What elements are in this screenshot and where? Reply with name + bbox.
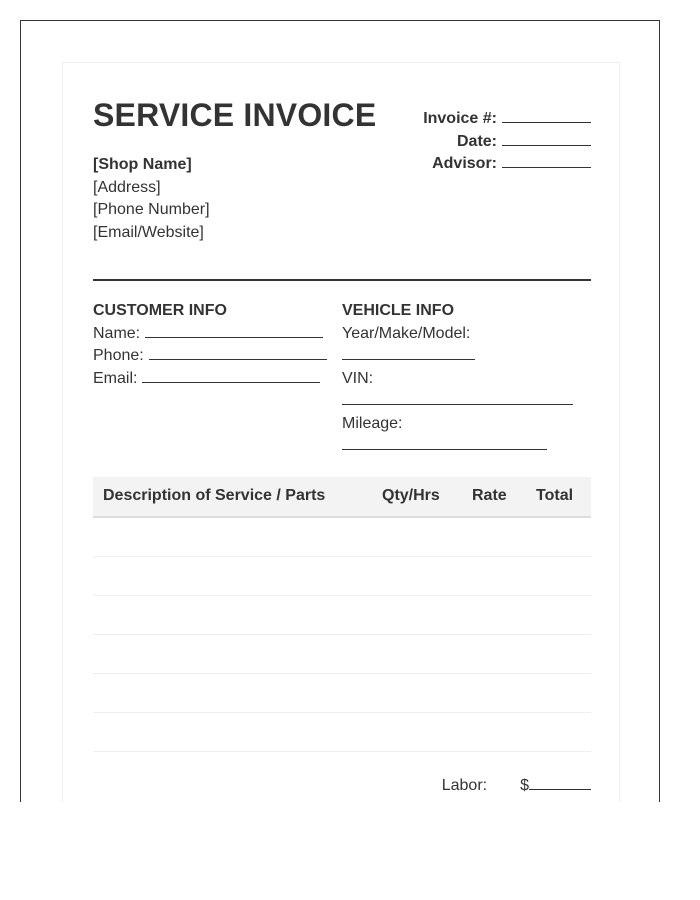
service-table-header (93, 477, 591, 518)
labor-amount-blank[interactable] (529, 776, 591, 790)
vehicle-vin-label: VIN: (342, 369, 374, 387)
currency-symbol: $ (520, 777, 529, 794)
col-qty-hrs: Qty/Hrs (382, 487, 440, 504)
shop-name: [Shop Name] (93, 156, 192, 173)
invoice-title: SERVICE INVOICE (93, 97, 377, 133)
shop-address: [Address] (93, 178, 161, 196)
col-total: Total (536, 487, 574, 504)
customer-name-blank[interactable] (145, 324, 323, 338)
shop-phone: [Phone Number] (93, 201, 210, 218)
customer-email-row (93, 368, 327, 391)
customer-name-label: Name: (93, 324, 141, 342)
vehicle-info-heading: VEHICLE INFO (342, 302, 455, 319)
vehicle-vin-row (342, 390, 573, 413)
invoice-sheet (62, 62, 620, 802)
table-row[interactable] (93, 518, 591, 557)
table-row[interactable] (93, 635, 591, 674)
section-divider (93, 279, 591, 281)
customer-phone-blank[interactable] (149, 346, 327, 360)
vehicle-vin-blank[interactable] (342, 391, 573, 405)
invoice-meta (423, 108, 591, 176)
col-description: Description of Service / Parts (103, 487, 326, 504)
invoice-date-row (423, 131, 591, 154)
vehicle-ymm-blank[interactable] (342, 346, 475, 360)
customer-name-row (93, 323, 327, 346)
col-rate: Rate (472, 487, 507, 504)
vehicle-mileage-label: Mileage: (342, 414, 403, 432)
labor-label: Labor: (441, 777, 488, 794)
customer-info (93, 300, 327, 390)
vehicle-mileage-blank[interactable] (342, 436, 547, 450)
invoice-number-blank[interactable] (502, 108, 591, 123)
table-row[interactable] (93, 557, 591, 596)
customer-email-blank[interactable] (142, 369, 320, 383)
invoice-date-label: Date: (456, 132, 497, 150)
vehicle-info (342, 300, 573, 458)
advisor-row (423, 153, 591, 176)
advisor-blank[interactable] (502, 153, 591, 168)
customer-phone-label: Phone: (93, 347, 144, 364)
customer-email-label: Email: (93, 369, 138, 387)
service-table (93, 477, 591, 752)
table-row[interactable] (93, 596, 591, 635)
table-row[interactable] (93, 713, 591, 752)
vehicle-mileage-row (342, 435, 573, 458)
customer-info-heading: CUSTOMER INFO (93, 302, 227, 319)
invoice-number-label: Invoice #: (423, 110, 497, 127)
invoice-date-blank[interactable] (502, 131, 591, 146)
advisor-label: Advisor: (432, 155, 497, 172)
invoice-number-row (423, 108, 591, 131)
labor-total-row (442, 776, 591, 795)
shop-email: [Email/Website] (93, 223, 204, 241)
vehicle-ymm-label: Year/Make/Model: (342, 324, 471, 342)
shop-info (93, 154, 210, 244)
vehicle-ymm-row (342, 345, 573, 368)
customer-phone-row (93, 345, 327, 368)
table-row[interactable] (93, 674, 591, 713)
document-viewport (20, 20, 660, 802)
